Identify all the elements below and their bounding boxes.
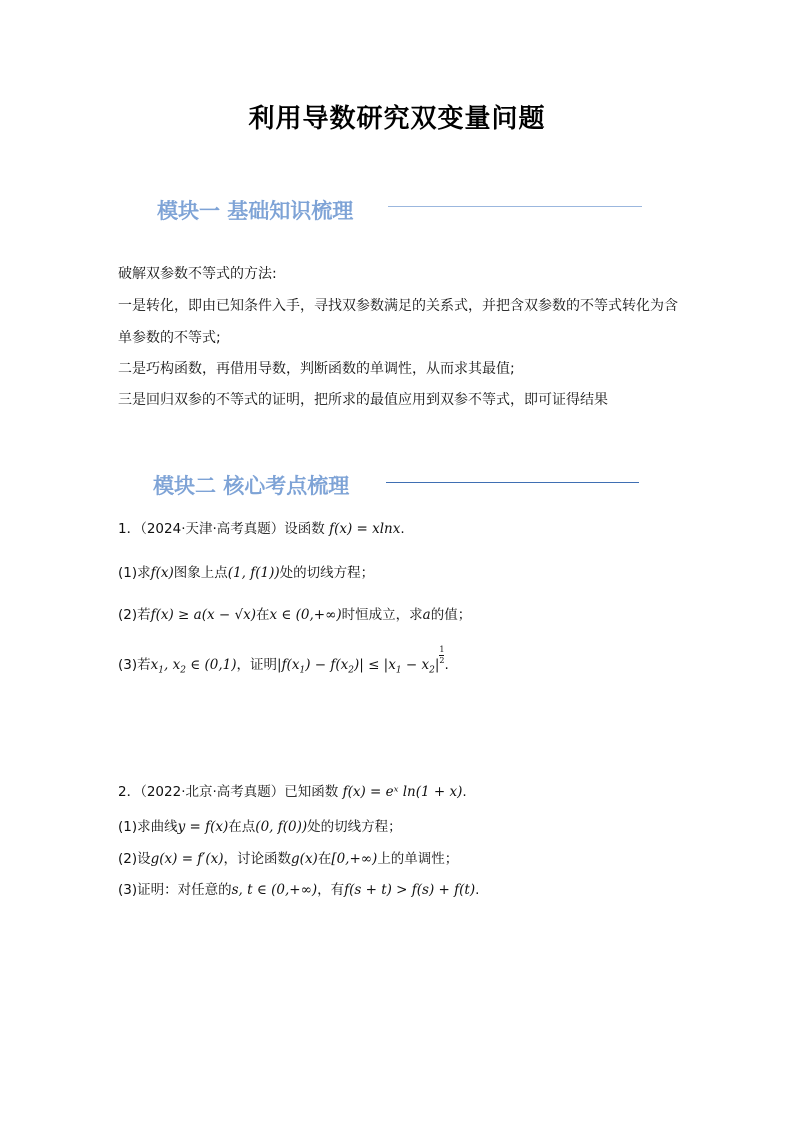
q2-p2-definition: g(x) = f′(x) bbox=[150, 851, 224, 867]
q2-p2-mid: ，讨论函数 bbox=[223, 851, 292, 867]
intro-line-1: 破解双参数不等式的方法: bbox=[118, 266, 277, 282]
q2-part1 bbox=[118, 815, 402, 835]
q1-p3-inequality: $|f(x_1) - f(x_2)| \le |x_1 - x_2|$ $\frac{1}{2}$ bbox=[277, 645, 445, 676]
q2-p1-pre: (1)求曲线 bbox=[118, 819, 178, 835]
q1-part3: (3)若$x_1$, $x_2$ ∈ (0,1)，证明$|f(x_1) - f(x_2)| \le |x_1 - x_2|$ $\frac{1}{2}$ . bbox=[118, 645, 449, 676]
q1-p1-fx: f(x) bbox=[150, 565, 174, 581]
q1-p1-end: 处的切线方程； bbox=[279, 565, 375, 581]
q2-p2-gx: g(x) bbox=[291, 851, 318, 867]
intro-line-2: 一是转化，即由已知条件入手，寻找双参数满足的关系式，并把含双参数的不等式转化为含 bbox=[118, 298, 678, 314]
q2-p1-curve: y = f(x) bbox=[177, 819, 229, 835]
q1-p2-inequality: f(x) ≥ a(x − √x) bbox=[150, 607, 256, 623]
q2-p3-inequality: f(s + t) > f(s) + f(t) bbox=[344, 882, 476, 898]
q1-p2-pre: (2)若 bbox=[118, 607, 151, 623]
q1-lead: 1．（2024·天津·高考真题）设函数 bbox=[118, 521, 325, 537]
intro-line-3: 单参数的不等式; bbox=[118, 330, 221, 346]
q2-p3-vars: s, t ∈ (0,+∞) bbox=[231, 882, 318, 898]
q1-p2-a: a bbox=[422, 607, 431, 623]
page-title: 利用导数研究双变量问题 bbox=[248, 104, 546, 134]
module1-rule bbox=[388, 206, 642, 207]
q1-function: f(x) = xlnx bbox=[329, 521, 401, 537]
module2-rule bbox=[386, 482, 639, 483]
module1-heading: 模块一 基础知识梳理 bbox=[157, 199, 354, 223]
q2-p3-mid: ，有 bbox=[317, 882, 345, 898]
q2-p2-domain: [0,+∞) bbox=[331, 851, 378, 867]
q2-p1-mid: 在点 bbox=[228, 819, 256, 835]
q2-p3-end: . bbox=[475, 882, 480, 898]
intro-line-5: 三是回归双参的不等式的证明，把所求的最值应用到双参不等式，即可证得结果 bbox=[118, 392, 608, 408]
q1-p3-mid: ，证明 bbox=[236, 657, 278, 673]
q1-p2-end: 的值； bbox=[430, 607, 472, 623]
q1-p2-mid2: 时恒成立，求 bbox=[341, 607, 423, 623]
q1-p3-pre: (3)若 bbox=[118, 657, 151, 673]
q1-p3-end: . bbox=[444, 657, 449, 673]
q1-p3-exp-den: 2 bbox=[439, 656, 445, 665]
q2-p2-pre: (2)设 bbox=[118, 851, 151, 867]
q1-p1-mid: 图象上点 bbox=[173, 565, 228, 581]
q2-stem: 2．（2022·北京·高考真题）已知函数 f(x) = eˣ ln(1 + x). bbox=[118, 784, 467, 800]
q1-p2-domain: x ∈ (0,+∞) bbox=[269, 607, 342, 623]
q1-p3-exp-num: 1 bbox=[439, 645, 445, 654]
q2-p3-pre: (3)证明：对任意的 bbox=[118, 882, 232, 898]
q2-p2-mid2: 在 bbox=[317, 851, 332, 867]
q2-lead: 2．（2022·北京·高考真题）已知函数 bbox=[118, 784, 339, 800]
q1-part1 bbox=[118, 561, 374, 581]
q1-stem: 1．（2024·天津·高考真题）设函数 f(x) = xlnx. bbox=[118, 521, 405, 537]
q2-part3 bbox=[118, 878, 479, 898]
q2-p2-end: 上的单调性； bbox=[377, 851, 459, 867]
q1-p1-point: (1, f(1)) bbox=[227, 565, 280, 581]
q1-part2 bbox=[118, 603, 471, 623]
q2-p1-end: 处的切线方程； bbox=[307, 819, 402, 835]
module2-heading: 模块二 核心考点梳理 bbox=[153, 474, 350, 498]
q2-part2 bbox=[118, 847, 458, 867]
q1-p1-pre: (1)求 bbox=[118, 565, 151, 581]
intro-line-4: 二是巧构函数，再借用导数，判断函数的单调性，从而求其最值; bbox=[118, 361, 515, 377]
q1-p2-mid: 在 bbox=[255, 607, 270, 623]
q2-function: f(x) = eˣ ln(1 + x) bbox=[342, 784, 463, 800]
q2-p1-point: (0, f(0)) bbox=[255, 819, 308, 835]
